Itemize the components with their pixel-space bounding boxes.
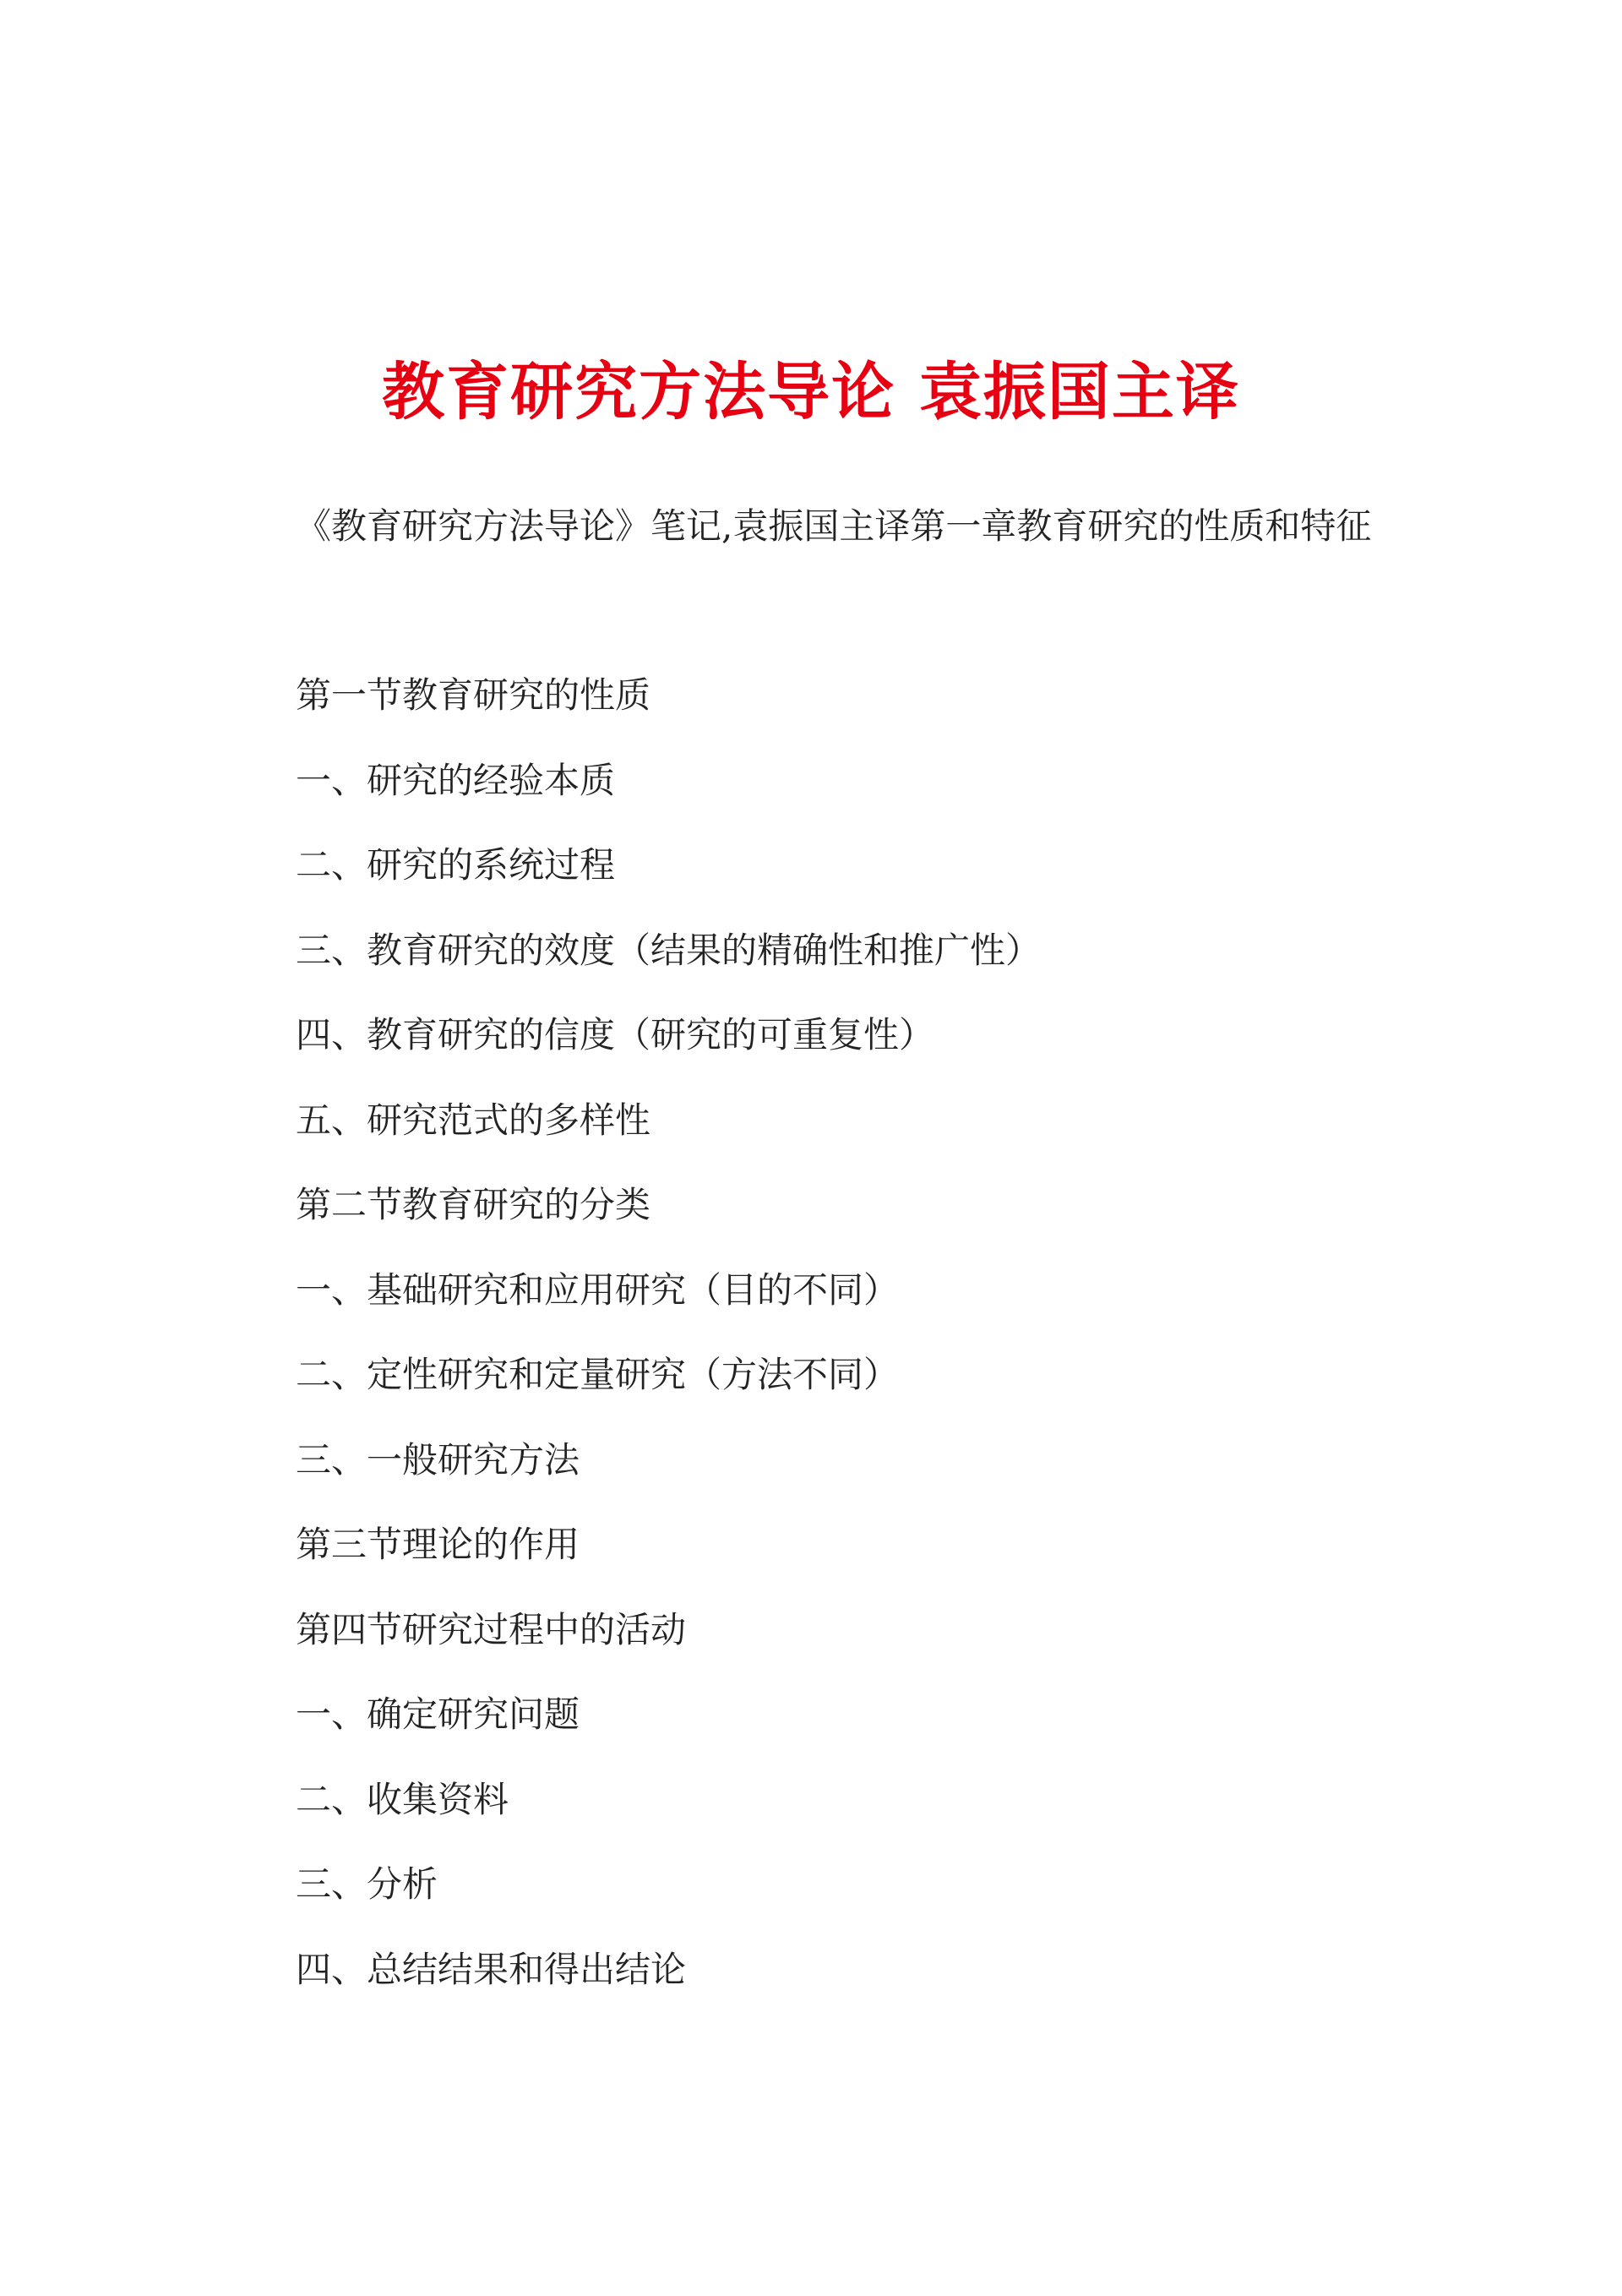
outline-item: 二、定性研究和定量研究（方法不同） xyxy=(296,1354,900,1395)
outline-item: 四、教育研究的信度（研究的可重复性） xyxy=(296,1014,935,1055)
document-title: 教育研究方法导论 袁振国主译 xyxy=(382,356,1240,428)
outline-item: 二、研究的系统过程 xyxy=(296,844,616,886)
outline-item: 第四节研究过程中的活动 xyxy=(296,1608,687,1650)
outline-list xyxy=(296,653,1041,2012)
outline-item: 一、确定研究问题 xyxy=(296,1693,580,1735)
outline-item: 二、收集资料 xyxy=(296,1778,509,1820)
outline-item: 三、一般研究方法 xyxy=(296,1438,580,1481)
outline-item: 第一节教育研究的性质 xyxy=(296,674,651,716)
outline-item: 一、基础研究和应用研究（目的不同） xyxy=(296,1268,900,1311)
outline-item: 第二节教育研究的分类 xyxy=(296,1184,651,1225)
intro-paragraph: 《教育研究方法导论》笔记,袁振国主译第一章教育研究的性质和特征 xyxy=(296,505,1372,547)
outline-item: 五、研究范式的多样性 xyxy=(296,1099,651,1141)
outline-item: 第三节理论的作用 xyxy=(296,1524,580,1565)
outline-item: 四、总结结果和得出结论 xyxy=(296,1948,687,1990)
outline-item: 三、分析 xyxy=(296,1863,438,1905)
outline-item: 一、研究的经验本质 xyxy=(296,759,616,801)
outline-item: 三、教育研究的效度（结果的精确性和推广性） xyxy=(296,929,1042,971)
